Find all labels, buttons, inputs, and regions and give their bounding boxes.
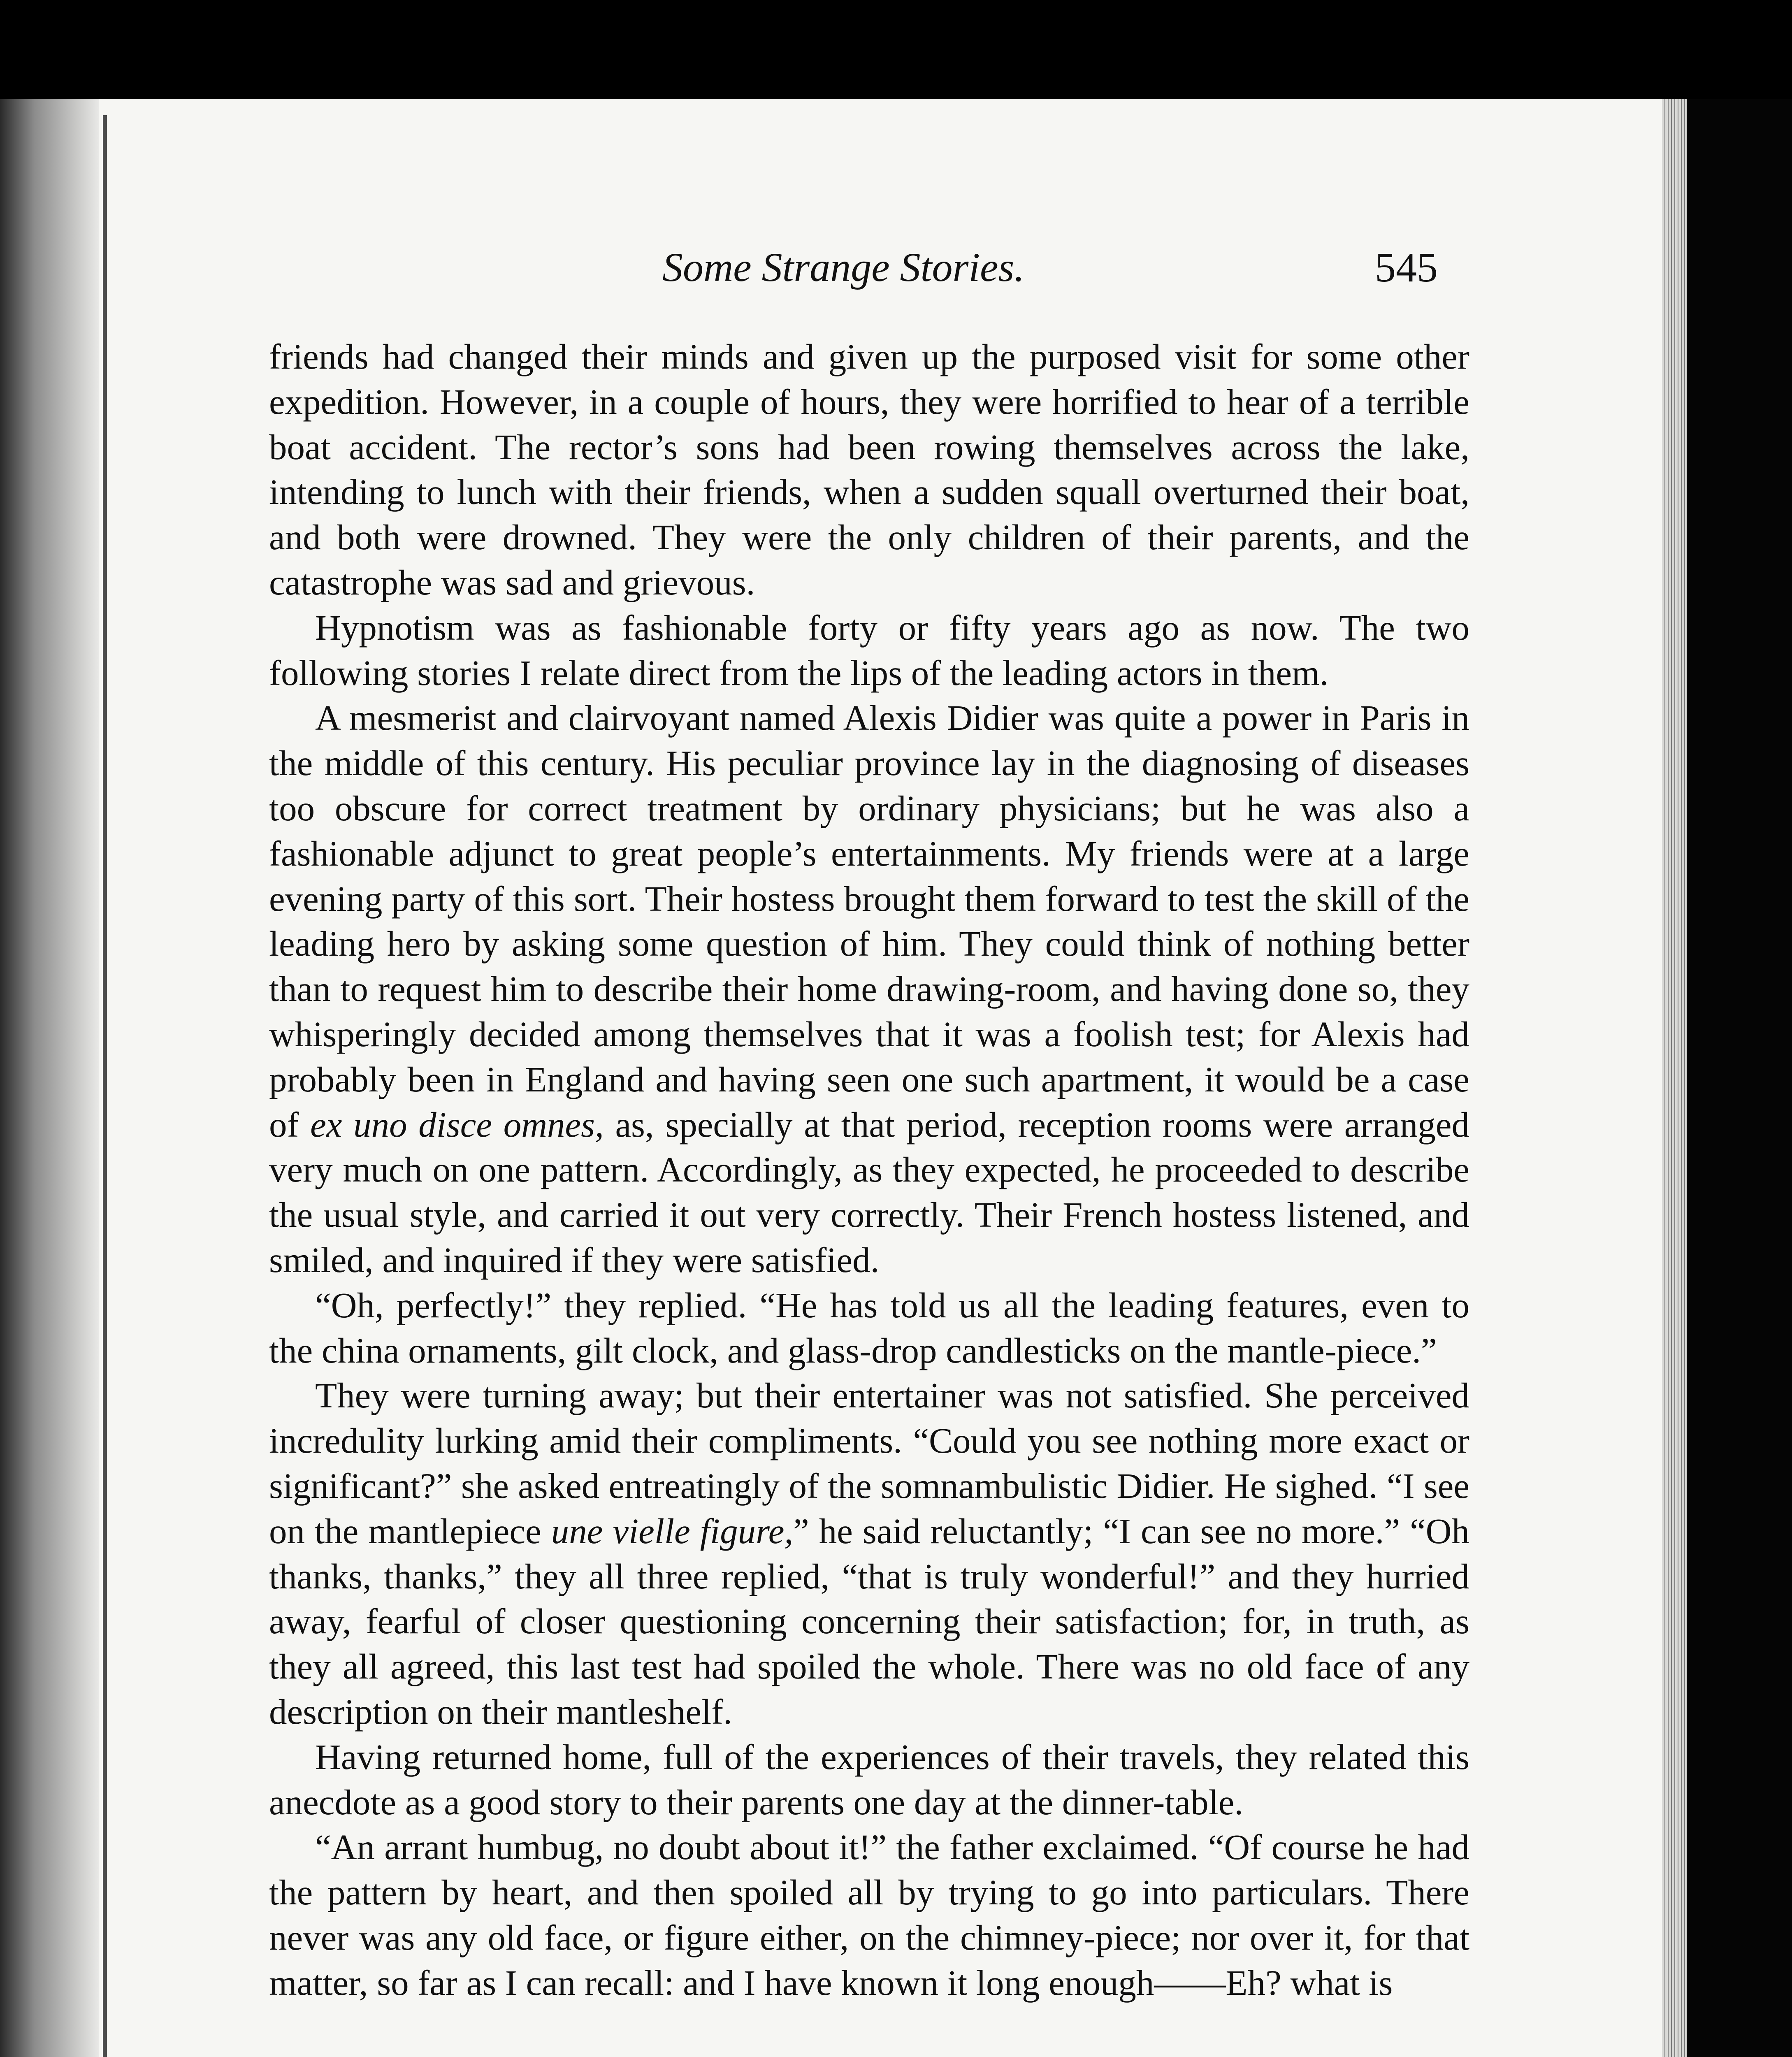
paragraph-5-text-a: They were turning away; but their entertainer was not satisfied. She perceived incredulity lurking amid their compliments. “Could you see nothing more exact or significant?” she asked entreatingly of the somnambulistic Didier. He sighed. “I see on the mantlepiece: [269, 1375, 1469, 1551]
paragraph-5-text-b: ” he said reluctantly; “I can see no more.” “Oh thanks, thanks,” they all three replied, “that is truly wonderful!” and they hurried away, fearful of closer questioning concerning their satisfaction; for, in truth, as they all agreed, this last test had spoiled the whole. There was no old face of any description on their mantleshelf.: [269, 1511, 1470, 1732]
paragraph-6: Having returned home, full of the experiences of their travels, they related this anecdote as a good story to their parents one day at the dinner-table.: [269, 1737, 1469, 1822]
paragraph-2: Hypnotism was as fashionable forty or fifty years ago as now. The two following stories I relate direct from the lips of the leading actors in them.: [269, 607, 1469, 693]
running-head: Some Strange Stories.: [662, 244, 1025, 290]
paragraph-7: “An arrant humbug, no doubt about it!” the father exclaimed. “Of course he had the pattern by heart, and then spoiled all by trying to go into particulars. There never was any old face, or figure either, on the chimney-piece; nor over it, for that matter, so far as I can recall: and I have known it long enough——Eh? what is: [269, 1827, 1469, 2003]
paragraph-3-text-b: as, specially at that period, reception rooms were arranged very much on one pattern. Accordingly, as they expected, he proceeded to describe the usual style, and carried it out very correctly. Their French hostess listened, and smiled, and inquired if they were satisfied.: [269, 1104, 1470, 1280]
binding-gutter: [0, 99, 99, 2057]
page-number: 545: [1375, 244, 1438, 291]
paragraph-3-text-a: A mesmerist and clairvoyant named Alexis Didier was quite a power in Paris in the middle of this century. His peculiar province lay in the diagnosing of diseases too obscure for correct treatment by ordinary physicians; but he was also a fashionable adjunct to great people’s entertainments. My friends were at a large evening party of this sort. Their hostess brought them forward to test the skill of the leading hero by asking some question of him. They could think of nothing better than to request him to describe their home drawing-room, and having done so, they whisperingly decided among themselves that it was a foolish test; for Alexis had probably been in England and having seen one such apartment, it would be a case of: [269, 698, 1469, 1145]
paragraph-1: friends had changed their minds and given up the purposed visit for some other expedition. However, in a couple of hours, they were horrified to hear of a terrible boat accident. The rector’s sons had been rowing themselves across the lake, intending to lunch with their friends, when a sudden squall overturned their boat, and both were drowned. They were the only children of their parents, and the catastrophe was sad and grievous.: [269, 337, 1469, 602]
paragraph-5: [269, 1373, 1469, 1734]
french-phrase: une vielle figure,: [551, 1511, 794, 1551]
latin-phrase: ex uno disce omnes,: [310, 1104, 604, 1145]
body-text: [269, 334, 1469, 2005]
book-page: [0, 99, 1687, 2057]
paragraph-3: [269, 695, 1469, 1282]
binding-edge-line: [103, 115, 107, 2057]
scan-background-edge: [1687, 99, 1792, 2057]
paragraph-4: “Oh, perfectly!” they replied. “He has told us all the leading features, even to the china ornaments, gilt clock, and glass-drop candlesticks on the mantle-piece.”: [269, 1285, 1469, 1370]
page-fore-edge: [1662, 99, 1687, 2057]
